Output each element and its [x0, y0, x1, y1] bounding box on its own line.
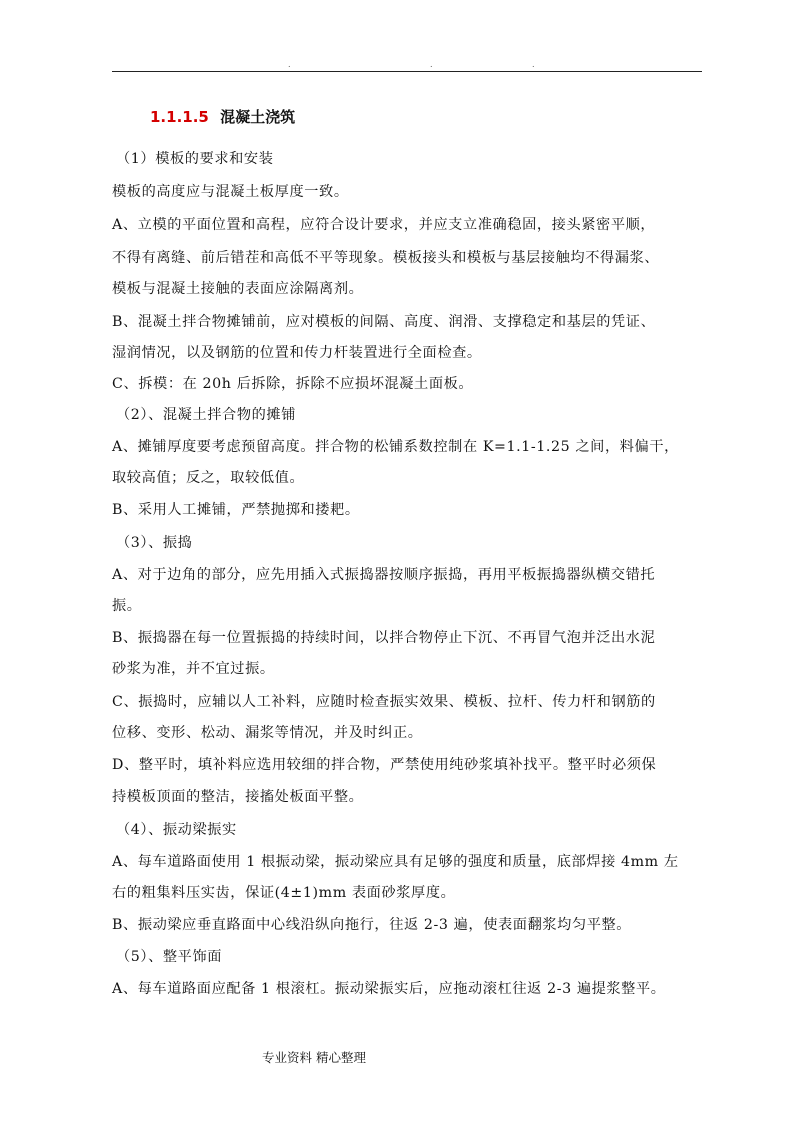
header-rule	[112, 71, 702, 72]
subheading-formwork: （1）模板的要求和安装	[116, 151, 274, 167]
paragraph-line: A、摊铺厚度要考虑预留高度。拌合物的松铺系数控制在 K=1.1-1.25 之间，料偏干，	[112, 439, 679, 455]
page-footer: 专业资料 精心整理	[262, 1050, 366, 1065]
paragraph-line: A、立模的平面位置和高程，应符合设计要求，并应支立准确稳固，接头紧密平顺，	[112, 217, 656, 233]
paragraph-line: A、每车道路面使用 1 根振动梁，振动梁应具有足够的强度和质量，底部焊接 4mm 左	[112, 854, 679, 870]
paragraph-line: B、采用人工摊铺，严禁抛掷和搂耙。	[112, 502, 360, 518]
section-title: 混凝土浇筑	[220, 108, 296, 126]
paragraph-line: D、整平时，填补料应选用较细的拌合物，严禁使用纯砂浆填补找平。整平时必须保	[112, 757, 657, 773]
paragraph-line: 振。	[112, 598, 142, 614]
paragraph-line: 湿润情况，以及钢筋的位置和传力杆装置进行全面检查。	[112, 345, 482, 361]
paragraph-line: C、拆模：在 20h 后拆除，拆除不应损坏混凝土面板。	[112, 376, 474, 392]
header-dot: .	[288, 60, 291, 69]
paragraph-line: 右的粗集料压实齿，保证(4±1)mm 表面砂浆厚度。	[112, 885, 456, 901]
paragraph-line: 不得有离缝、前后错茬和高低不平等现象。模板接头和模板与基层接触均不得漏浆、	[112, 250, 660, 266]
paragraph-line: 持模板顶面的整洁，接搐处板面平整。	[112, 789, 364, 805]
header-dots	[112, 60, 702, 70]
subheading-vibrating-beam: （4）、振动梁振实	[116, 822, 237, 838]
paragraph-line: 模板与混凝土接触的表面应涂隔离剂。	[112, 281, 364, 297]
paragraph-line: A、每车道路面应配备 1 根滚杠。振动梁振实后，应拖动滚杠往返 2-3 遍提浆整平。	[112, 981, 666, 997]
section-heading	[150, 106, 295, 128]
subheading-spreading: （2）、混凝土拌合物的摊铺	[116, 407, 296, 423]
paragraph-line: B、混凝土拌合物摊铺前，应对模板的间隔、高度、润滑、支撑稳定和基层的凭证、	[112, 314, 656, 330]
subheading-vibrating: （3）、振捣	[116, 535, 193, 551]
section-number: 1.1.1.5	[150, 108, 209, 126]
paragraph-line: B、振动梁应垂直路面中心线沿纵向拖行，往返 2-3 遍，使表面翻浆均匀平整。	[112, 917, 632, 933]
paragraph-line: B、振捣器在每一位置振捣的持续时间，以拌合物停止下沉、不再冒气泡并泛出水泥	[112, 630, 656, 646]
header-dot: .	[430, 60, 433, 69]
paragraph-line: 模板的高度应与混凝土板厚度一致。	[112, 184, 349, 200]
paragraph-line: 砂浆为准，并不宜过振。	[112, 661, 275, 677]
paragraph-line: 位移、变形、松动、漏浆等情况，并及时纠正。	[112, 725, 423, 741]
subheading-finishing: （5）、整平饰面	[116, 949, 223, 965]
paragraph-line: A、对于边角的部分，应先用插入式振捣器按顺序振捣，再用平板振捣器纵横交错托	[112, 567, 656, 583]
paragraph-line: 取较高值；反之，取较低值。	[112, 470, 305, 486]
header-dot: .	[532, 60, 535, 69]
paragraph-line: C、振捣时，应辅以人工补料，应随时检查振实效果、模板、拉杆、传力杆和钢筋的	[112, 694, 656, 710]
